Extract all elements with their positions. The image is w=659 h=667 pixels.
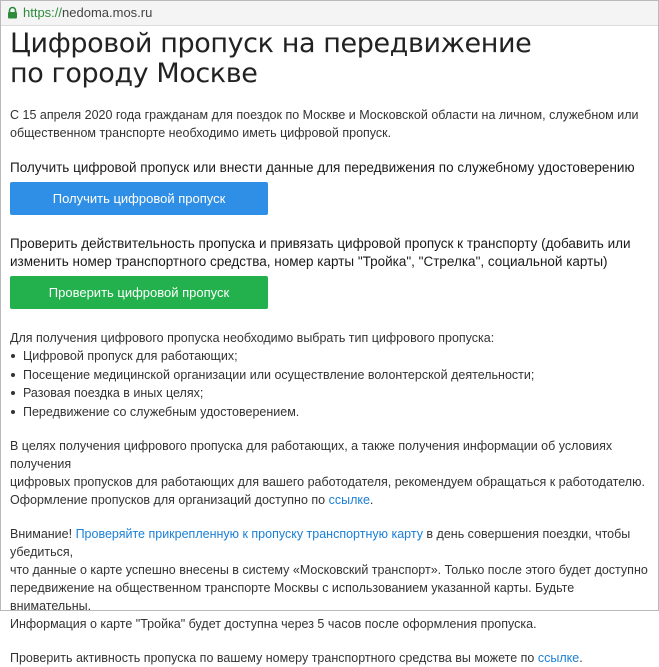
page-title <box>10 29 650 89</box>
page-title-line-2: по городу Москве <box>10 58 258 89</box>
check-pass-heading-line-2: изменить номер транспортного средства, номер карты "Тройка", "Стрелка", социальной карты) <box>10 254 608 269</box>
check-pass-button-label: Проверить цифровой пропуск <box>48 285 230 300</box>
page-title-line-1: Цифровой пропуск на передвижение <box>10 28 532 59</box>
vehicle-check-link[interactable]: ссылке <box>537 651 580 665</box>
organizations-link[interactable]: ссылке <box>328 493 370 507</box>
list-item <box>10 384 650 403</box>
intro-line-1: С 15 апреля 2020 года гражданам для поездок по Москве и Московской области на личном, служебном или <box>10 108 639 122</box>
bullet-dot <box>11 391 15 395</box>
check-pass-heading <box>10 235 650 271</box>
pass-types-intro: Для получения цифрового пропуска необходимо выбрать тип цифрового пропуска: <box>10 331 495 345</box>
activity-end: . <box>579 651 583 665</box>
attention-line-4: Информация о карте "Тройка" будет доступна через 5 часов после оформления пропуска. <box>10 617 537 631</box>
list-item-text: Разовая поездка в иных целях; <box>23 386 204 400</box>
address-url[interactable] <box>23 6 152 20</box>
bullet-dot <box>11 354 15 358</box>
attention-line-3: передвижение на общественном транспорте Москвы с использованием указанной карты. Будьте внимательны. <box>10 581 575 613</box>
check-transport-card-link[interactable]: Проверяйте прикрепленную к пропуску транспортную карту <box>75 527 423 541</box>
page-content <box>10 29 650 667</box>
activity-paragraph <box>10 649 650 667</box>
employers-line-1: В целях получения цифрового пропуска для работающих, а также получения информации об условиях получения <box>10 439 613 471</box>
list-item-text: Цифровой пропуск для работающих; <box>23 349 238 363</box>
pass-types-list <box>10 347 650 421</box>
list-item-text: Передвижение со служебным удостоверением. <box>23 404 300 419</box>
url-scheme: https:// <box>23 5 63 20</box>
url-host: nedoma.mos.ru <box>62 5 153 20</box>
attention-line-1-rest: в день совершения поездки, чтобы убедиться, <box>10 527 631 559</box>
check-pass-heading-line-1: Проверить действительность пропуска и привязать цифровой пропуск к транспорту (добавить или <box>10 236 631 251</box>
bullet-dot <box>11 373 15 377</box>
get-pass-button-label: Получить цифровой пропуск <box>52 191 226 206</box>
employers-paragraph <box>10 437 650 509</box>
list-item <box>10 347 650 366</box>
bullet-dot <box>11 410 15 414</box>
employers-line-3-end: . <box>369 493 374 507</box>
list-item <box>10 366 650 385</box>
get-pass-heading: Получить цифровой пропуск или внести данные для передвижения по служебному удостоверению <box>10 160 635 175</box>
attention-paragraph <box>10 525 650 633</box>
attention-line-2: что данные о карте успешно внесены в систему «Московский транспорт». Только после этого будет доступно <box>10 563 648 577</box>
employers-line-3: Оформление пропусков для организаций доступно по <box>10 493 329 507</box>
address-bar[interactable] <box>1 1 658 26</box>
activity-text: Проверить активность пропуска по вашему номеру транспортного средства вы можете по <box>10 651 538 665</box>
attention-prefix: Внимание! <box>10 527 76 541</box>
get-pass-button[interactable] <box>10 182 268 215</box>
intro-paragraph <box>10 106 650 142</box>
check-pass-button[interactable] <box>10 276 268 309</box>
lock-icon <box>7 7 18 19</box>
intro-line-2: общественном транспорте необходимо иметь цифровой пропуск. <box>10 126 392 140</box>
employers-line-2: цифровых пропусков для работающих для вашего работодателя, рекомендуем обращаться к работодателю. <box>10 475 645 489</box>
list-item <box>10 403 650 422</box>
list-item-text: Посещение медицинской организации или осуществление волонтерской деятельности; <box>23 367 535 382</box>
